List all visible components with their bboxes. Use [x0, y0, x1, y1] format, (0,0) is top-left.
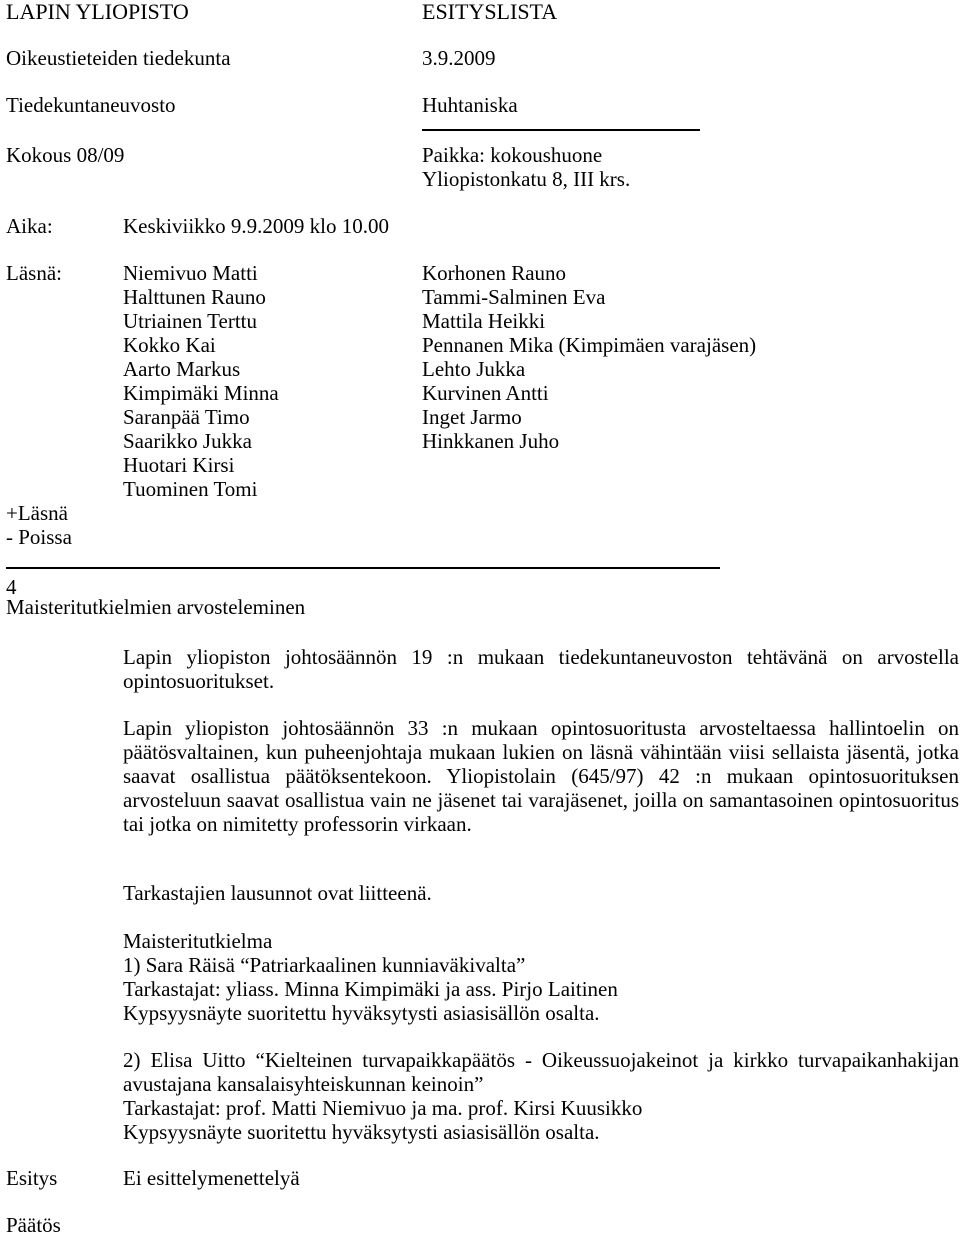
attendee: Pennanen Mika (Kimpimäen varajäsen) — [422, 333, 757, 357]
attendee: Inget Jarmo — [422, 405, 522, 429]
item-title: Maisteritutkielmien arvosteleminen — [6, 595, 306, 619]
thesis-2-sample: Kypsyysnäyte suoritettu hyväksytysti asiasisällön osalta. — [123, 1120, 600, 1144]
attendee: Lehto Jukka — [422, 357, 526, 381]
header-rule — [422, 129, 700, 131]
council-name: Tiedekuntaneuvosto — [6, 93, 176, 117]
attendee: Aarto Markus — [123, 357, 241, 381]
meeting-place-line1: Paikka: kokoushuone — [422, 143, 603, 167]
attendee: Kimpimäki Minna — [123, 381, 279, 405]
absent-label: - Poissa — [6, 525, 72, 549]
paragraph-1: Lapin yliopiston johtosäännön 19 :n mukaan tiedekuntaneuvoston tehtävänä on arvostella opintosuoritukset. — [123, 645, 959, 693]
document-type: ESITYSLISTA — [422, 0, 558, 24]
paragraph-2: Lapin yliopiston johtosäännön 33 :n mukaan opintosuoritusta arvosteltaessa hallintoelin on päätösvaltainen, kun puheenjohtaja mukaan lukien on läsnä vähintään viisi sellaista jäsentä, jotka saavat osallistua päätöksentekoon. Yliopistolain (645/97) 42 :n mukaan opintosuorituksen arvosteluun saavat osallistua vain ne jäsenet tai varajäsenet, joilla on samantasoinen opintosuoritus tai jotka on nimitetty professorin virkaan. — [123, 716, 959, 836]
author-name: Huhtaniska — [422, 93, 518, 117]
attendee: Saranpää Timo — [123, 405, 250, 429]
thesis-1-title: 1) Sara Räisä “Patriarkaalinen kunniaväkivalta” — [123, 953, 526, 977]
section-rule — [6, 567, 720, 569]
attendee: Huotari Kirsi — [123, 453, 235, 477]
attendee: Niemivuo Matti — [123, 261, 258, 285]
attendee: Utriainen Terttu — [123, 309, 258, 333]
thesis-2-title: 2) Elisa Uitto “Kielteinen turvapaikkapäätös - Oikeussuojakeinot ja kirkko turvapaikanhakijan avustajana kansalaisyhteiskunnan keinoin” — [123, 1048, 959, 1096]
proposal-text: Ei esittelymenettelyä — [123, 1166, 300, 1190]
attendee: Kokko Kai — [123, 333, 216, 357]
meeting-number: Kokous 08/09 — [6, 143, 125, 167]
attendee: Kurvinen Antti — [422, 381, 549, 405]
proposal-label: Esitys — [6, 1166, 58, 1190]
meeting-place-line2: Yliopistonkatu 8, III krs. — [422, 167, 631, 191]
faculty-name: Oikeustieteiden tiedekunta — [6, 46, 231, 70]
item-number: 4 — [6, 575, 17, 599]
time-value: Keskiviikko 9.9.2009 klo 10.00 — [123, 214, 389, 238]
attendee: Hinkkanen Juho — [422, 429, 560, 453]
plus-present-label: +Läsnä — [6, 501, 68, 525]
attendee: Tammi-Salminen Eva — [422, 285, 606, 309]
thesis-heading: Maisteritutkielma — [123, 929, 273, 953]
attendee: Mattila Heikki — [422, 309, 546, 333]
attendees-column-2 — [422, 261, 756, 453]
paragraph-3: Tarkastajien lausunnot ovat liitteenä. — [123, 881, 432, 905]
attendee: Korhonen Rauno — [422, 261, 567, 285]
attendees-column-1 — [123, 261, 279, 501]
thesis-1-examiners: Tarkastajat: yliass. Minna Kimpimäki ja ass. Pirjo Laitinen — [123, 977, 618, 1001]
attendee: Tuominen Tomi — [123, 477, 258, 501]
present-label: Läsnä: — [6, 261, 62, 285]
attendee: Saarikko Jukka — [123, 429, 252, 453]
thesis-1-sample: Kypsyysnäyte suoritettu hyväksytysti asiasisällön osalta. — [123, 1001, 600, 1025]
decision-label: Päätös — [6, 1213, 61, 1237]
attendee: Halttunen Rauno — [123, 285, 266, 309]
university-name: LAPIN YLIOPISTO — [6, 0, 189, 24]
thesis-2-examiners: Tarkastajat: prof. Matti Niemivuo ja ma. prof. Kirsi Kuusikko — [123, 1096, 643, 1120]
meeting-date: 3.9.2009 — [422, 46, 496, 70]
time-label: Aika: — [6, 214, 53, 238]
